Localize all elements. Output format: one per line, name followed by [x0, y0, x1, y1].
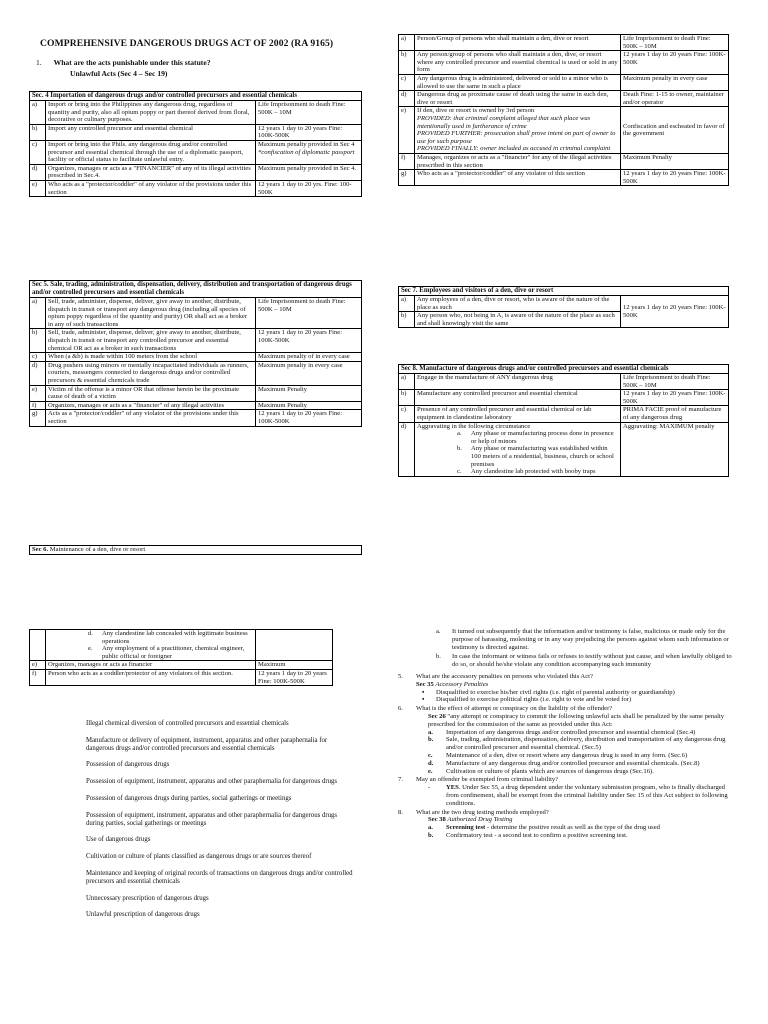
row-letter: b): [399, 51, 415, 75]
table-row: [30, 361, 362, 385]
description-text: Manages, organizes or acts as a "financier" for any of the illegal activities prescribed in this section: [417, 153, 612, 169]
row-penalty: [256, 410, 362, 426]
item-text: In case the informant or witness fails or refuses to testify without just cause, and when lawfully obliged to do so, or should he/she violate any condition accompanying such immunity: [452, 653, 732, 669]
row-penalty: [621, 91, 729, 107]
sub-marker: c.: [457, 468, 462, 476]
table-row: [30, 401, 362, 410]
description-text: Sell, trade, administer, dispense, deliver, give away to another, distribute, dispatch in transit or transport any dangerous drug (including all species of opium poppy regardless of the quantity and purity) OR shall act as a broker in any of such transactions: [48, 298, 248, 328]
row-letter: e): [30, 385, 46, 401]
sub-marker: e.: [88, 645, 93, 653]
penalty-text: 12 years 1 day to 20 years Fine: 100K-500K: [258, 410, 343, 425]
q8-item: a. Screening test - determine the positive result as well as the type of the drug used: [428, 824, 660, 832]
right-column: [398, 628, 736, 840]
q7-answer: - YES. Under Sec 55, a drug dependent under the voluntary submission program, who is finally discharged from confinement, shall be exempt from the criminal liability under Sec 15 of this Act subject to following conditions.: [428, 784, 728, 807]
row-penalty: [621, 374, 729, 390]
row-description: [415, 35, 621, 51]
item-text: Importation of any dangerous drugs and/or controlled precursor and essential chemical (Sec.4): [446, 728, 696, 736]
sub-text: Any phase or manufacturing process done in presence or help of minors: [471, 430, 614, 445]
penalty-text: 12 years 1 day to 20 years Fine: 100K-500K: [623, 51, 726, 66]
sub-text: Any clandestine lab protected with booby traps: [471, 468, 596, 476]
penalty-text: Maximum penalty provided in Sec 4: [258, 140, 355, 148]
row-penalty: [621, 51, 729, 75]
description-text: If den, dive or resort is owned by 3rd person: [417, 107, 535, 115]
table-row: [30, 180, 362, 196]
table-row: [30, 298, 362, 329]
row-penalty: [256, 329, 362, 353]
table-row: [399, 51, 729, 75]
row-penalty: [256, 669, 333, 685]
row-description: [415, 406, 621, 422]
row-description: [46, 298, 256, 329]
table-row: [399, 35, 729, 51]
list-item: [422, 696, 736, 704]
description-text: Import or bring into the Philippines any dangerous drug, regardless of quantity and purity, also all opium poppy or part thereof derived from floral, decorative or culinary purposes.: [48, 101, 250, 124]
list-item: [428, 736, 736, 752]
sub-item: [48, 645, 253, 660]
row-description: [46, 101, 256, 125]
table-row: [399, 91, 729, 107]
sub-text: Any phase or manufacturing was established within 100 meters of a residential, business, church or school premises: [471, 445, 614, 468]
penalty-text: Aggravating: MAXIMUM penalty: [623, 422, 715, 430]
list-item: Possession of equipment, instrument, apparatus and other paraphernalia for dangerous drugs during parties, social gatherings or meetings: [86, 811, 338, 827]
question-number: 6.: [398, 705, 403, 713]
list-item: [428, 768, 736, 776]
question-1: [36, 58, 211, 67]
row-description: [46, 140, 256, 164]
row-letter: c): [30, 140, 46, 164]
question-number: 8.: [398, 808, 403, 816]
penalty-note: *confiscation of diplomatic passport: [258, 148, 355, 156]
row-letter: a): [399, 296, 415, 312]
row-penalty: [621, 390, 729, 406]
table-row: [399, 153, 729, 169]
sec6-continued-table: [398, 34, 729, 186]
item-text: Disqualified to exercise his/her civil rights (i.e. right of parental authority or guardianship): [436, 688, 675, 696]
sub-text: Any clandestine lab concealed with legitimate business operations: [102, 630, 248, 645]
section-ref: Sec 38: [428, 816, 446, 824]
penalty-text: Life Imprisonment to death Fine: 500K – 10M: [623, 35, 711, 50]
row-letter: b): [399, 312, 415, 328]
description-text: Any person/group of persons who shall maintain a den, dive, or resort where any controlled precursor and essential chemical is used or sold in any form: [417, 51, 618, 74]
list-item: [422, 689, 736, 697]
penalty-text: 12 years 1 day to 20 years Fine: 100K-500K: [258, 329, 343, 344]
sub-item: [417, 468, 618, 476]
penalty-text: Maximum Penalty: [258, 401, 307, 409]
sub-marker: a.: [457, 430, 462, 438]
description-text: Victim of the offense is a minor OR that offense herein be the proximate cause of death of a victim: [48, 385, 240, 401]
row-letter: f): [30, 401, 46, 410]
penalty-text: Maximum Penalty: [623, 153, 672, 161]
q5-items: [422, 689, 736, 705]
q6-items: [428, 729, 736, 776]
item-marker: b.: [428, 736, 434, 744]
row-description: [415, 153, 621, 169]
question-text: What is the effect of attempt or conspiracy on the liability of the offender?: [416, 705, 613, 713]
list-item: Maintenance and keeping of original records of transactions on dangerous drugs and/or controlled precursors and essential chemicals: [86, 869, 353, 885]
proviso: PROVIDED FINALLY: owner included as accused in criminal complaint: [417, 145, 611, 153]
table-row: [399, 390, 729, 406]
q8-item: b. Confirmatory test - a second test to confirm a positive screening test.: [428, 831, 628, 839]
table-row: [30, 140, 362, 164]
description-text: Who acts as a "protector/coddler" of any violator of this section: [417, 170, 585, 178]
row-penalty: [256, 401, 362, 410]
sec4-header: Sec. 4 Importation of dangerous drugs and/or controlled precursors and essential chemicals: [30, 92, 362, 101]
item-text: - determine the positive result as well as the type of the drug used: [485, 824, 660, 832]
item-text: It turned out subsequently that the information and/or testimony is false, malicious or made only for the purpose of harassing, molesting or in any way prejudicing the persons against whom such information or testimony is directed against.: [452, 628, 729, 651]
item-text: Cultivation or culture of plants which are sources of dangerous drugs (Sec.16).: [446, 767, 654, 775]
row-description: [415, 374, 621, 390]
row-penalty: [256, 180, 362, 196]
description-text: When (a &b) is made within 100 meters from the school: [48, 353, 198, 361]
row-letter: g): [399, 170, 415, 186]
row-description: [46, 630, 256, 661]
sec6-header: [30, 546, 362, 555]
question-5: [398, 673, 736, 681]
row-description: [415, 107, 621, 154]
sec6-label: Sec 6.: [32, 546, 49, 553]
list-item: Use of dangerous drugs: [86, 836, 151, 844]
description-text: Engage in the manufacture of ANY dangerous drug: [417, 374, 553, 381]
sub-item: [417, 430, 618, 445]
list-item: Illegal chemical diversion of controlled precursors and essential chemicals: [86, 720, 289, 727]
list-item: Unlawful prescription of dangerous drugs: [86, 911, 200, 919]
penalty-text: Life Imprisonment to death Fine: 500K – 10M: [258, 101, 346, 116]
question-text: May an offender be exempted from criminal liability?: [416, 776, 559, 784]
row-letter: b): [30, 329, 46, 353]
penalty-text: Maximum penalty in every case: [623, 74, 708, 82]
description-text: Manufacture any controlled precursor and essential chemical: [417, 390, 578, 398]
table-row: [399, 406, 729, 422]
list-item: [428, 729, 736, 737]
description-text: Acts as a "protector/coddler" of any violator of the provisions under this section: [48, 410, 239, 425]
item-marker: c.: [428, 751, 433, 759]
section-title: Accessory Penalties: [435, 680, 489, 688]
row-description: [46, 401, 256, 410]
penalty-text: Maximum penalty of in every case: [258, 353, 350, 361]
bullet-icon: ▪: [422, 696, 425, 704]
row-description: [46, 164, 256, 180]
question-6: [398, 705, 736, 713]
row-letter: [30, 630, 46, 661]
row-penalty: [621, 107, 729, 154]
row-letter: e): [30, 661, 46, 670]
row-letter: e): [30, 180, 46, 196]
table-row: [30, 630, 333, 661]
table-row: [30, 669, 333, 685]
table-row: [30, 124, 362, 140]
sec6-table: [29, 545, 362, 555]
list-item: a. It turned out subsequently that the information and/or testimony is false, malicious or made only for the purpose of harassing, molesting or in any way prejudicing the persons against whom such information or testimony is directed against.: [436, 628, 736, 651]
sec8-table: [398, 364, 729, 477]
row-description: Any person who, not being in A, is aware of the nature of the place as such and shall knowingly visit the same: [415, 312, 621, 328]
sub-list: [417, 430, 618, 476]
row-penalty: [256, 140, 362, 164]
description-text: Person who acts as a coddler/protector of any violators of this section.: [48, 669, 233, 677]
row-letter: d): [30, 164, 46, 180]
row-penalty: [256, 385, 362, 401]
item-text: Manufacture of any dangerous drug and/or controlled precursor and essential chemicals. (Sec.8): [446, 759, 700, 767]
row-letter: c): [399, 406, 415, 422]
row-penalty: [621, 153, 729, 169]
row-penalty: [256, 101, 362, 125]
row-description: [46, 124, 256, 140]
description-text: Organizes, manages or acts as financier: [48, 661, 153, 669]
penalty-text: 12 years 1 day to 20 yrs. Fine: 100-500K: [258, 180, 352, 196]
row-penalty: [621, 422, 729, 476]
table-row: [399, 107, 729, 154]
proviso: PROVIDED FURTHER: prosecution shall prove intent on part of owner to use for such purpose: [417, 130, 616, 145]
row-letter: c): [399, 74, 415, 90]
page-title: COMPREHENSIVE DANGEROUS DRUGS ACT OF 2002 (RA 9165): [40, 38, 334, 49]
row-penalty: [621, 35, 729, 51]
row-penalty: [621, 74, 729, 90]
row-letter: f): [399, 153, 415, 169]
row-letter: b): [399, 390, 415, 406]
row-penalty: [256, 353, 362, 362]
list-item: Possession of equipment, instrument, apparatus and other paraphernalia for dangerous drugs: [86, 778, 338, 786]
row-letter: a): [30, 298, 46, 329]
penalty-text: Maximum penalty in every case: [258, 361, 343, 369]
list-item: Manufacture or delivery of equipment, instrument, apparatus and other paraphernalia for dangerous drugs and/or controlled precursors and essential chemicals: [86, 736, 328, 752]
penalty-text: 12 years 1 day to 20 years Fine: 100K-500K: [623, 170, 726, 185]
description-text: Import any controlled precursor and essential chemical: [48, 124, 194, 132]
row-letter: g): [30, 410, 46, 426]
description-text: Person/Group of persons who shall maintain a den, dive or resort: [417, 35, 589, 42]
section-ref: Sec 26: [428, 712, 446, 720]
list-item: Possession of dangerous drugs during parties, social gatherings or meetings: [86, 794, 292, 802]
q8-section: [428, 816, 736, 824]
list-item: Cultivation or culture of plants classified as dangerous drugs or are sources thereof: [86, 853, 312, 861]
row-penalty: [256, 661, 333, 670]
list-item: b. In case the informant or witness fails or refuses to testify without just cause, and when lawfully obliged to do so, or should he/she violate any condition accompanying such immunity: [436, 653, 736, 669]
section-text: "any attempt or conspiracy to commit the following unlawful acts shall be penalized by the same penalty prescribed for the commission of the same as provided under this Act:: [428, 712, 725, 728]
penalty-text: Maximum Penalty: [258, 385, 307, 393]
description-text: Who acts as a "protector/coddler" of any violator of the provisions under this section: [48, 180, 252, 196]
list-item: Unnecessary prescription of dangerous drugs: [86, 894, 209, 902]
item-bold: Screening test: [446, 824, 486, 832]
question-7: [398, 776, 736, 784]
row-description: [415, 170, 621, 186]
penalty-text: Maximum penalty provided in Sec 4.: [258, 164, 357, 172]
sec7-penalty: 12 years 1 day to 20 years Fine: 100K-500K: [621, 296, 729, 328]
answer-yes: YES: [446, 784, 459, 792]
table-row: [30, 385, 362, 401]
section-title: Authorized Drug Testing: [447, 816, 513, 824]
sec4-table: [29, 91, 362, 197]
question-text: What are the acts punishable under this statute?: [53, 58, 211, 67]
question-text: What are the accessory penalties on persons who violated this Act?: [416, 672, 593, 680]
row-description: [415, 390, 621, 406]
question-number: 1.: [36, 58, 42, 67]
row-letter: d): [30, 361, 46, 385]
row-description: [46, 410, 256, 426]
bullet-icon: ▪: [422, 688, 425, 696]
penalty-text: PRIMA FACIE proof of manufacture of any dangerous drug: [623, 406, 722, 421]
sub-item: [417, 445, 618, 468]
sub-text: Any employment of a practitioner, chemical engineer, public official or foreigner: [102, 645, 245, 660]
question-number: 7.: [398, 776, 403, 784]
description-text: Presence of any controlled precursor and essential chemical or lab equipment in clandestine laboratory: [417, 406, 592, 421]
description-text: Sell, trade, administer, dispense, deliver, give away to another, distribute, dispatch in transit or transport any controlled precursor and essential chemical OR act as a broker in such transactions: [48, 329, 241, 352]
row-description: [46, 353, 256, 362]
sec7-table: [398, 286, 729, 328]
row-description: [415, 422, 621, 476]
penalty-text: 12 years 1 day to 20 years Fine: 100K-500K: [258, 669, 327, 685]
row-penalty: [621, 170, 729, 186]
row-letter: c): [30, 353, 46, 362]
description-text: Import or bring into the Phils. any dangerous drug and/or controlled precursor and essential chemical through the use of a diplomatic passport, facility or official status to facilitate unlawful entry.: [48, 140, 244, 164]
unlawful-acts-list: [86, 720, 356, 928]
answer-text: . Under Sec 55, a drug dependent under the voluntary submission program, who is finally discharged from confinement, shall be exempt from the criminal liability under Sec 15 of this Act subject to following conditions.: [446, 784, 728, 807]
table-row: [399, 422, 729, 476]
sec7-header: Sec 7. Employees and visitors of a den, dive or resort: [399, 287, 729, 296]
row-description: [46, 661, 256, 670]
row-letter: a): [399, 35, 415, 51]
sub-marker: d.: [88, 630, 93, 637]
table-row: [399, 74, 729, 90]
list-item: Possession of dangerous drugs: [86, 761, 170, 769]
row-description: Any employees of a den, dive or resort, who is aware of the nature of the place as such: [415, 296, 621, 312]
penalty-text: Life Imprisonment to death Fine: 500K – 10M: [623, 374, 711, 389]
penalty-text: 12 years 1 day to 20 years Fine: 100K-500K: [258, 124, 343, 140]
penalty-text: Life Imprisonment to death Fine: 500K – 10M: [258, 298, 346, 313]
row-penalty: [256, 298, 362, 329]
row-penalty: [256, 124, 362, 140]
item-text: Sale, trading, administration, dispensation, delivery, distribution and transportation of any dangerous drug and/or controlled precursor and essential chemical. (Sec.5): [446, 736, 726, 752]
sec8-continued-table: [29, 629, 333, 686]
question-number: 5.: [398, 672, 403, 680]
q6-text: [428, 713, 736, 729]
table-row: [399, 170, 729, 186]
table-row: [30, 101, 362, 125]
item-text: Maintenance of a den, dive or resort where any dangerous drug is used in any form. (Sec.6): [446, 751, 688, 759]
row-letter: e): [399, 107, 415, 154]
sub-item: [48, 630, 253, 645]
question-text: What are the two drug testing methods employed?: [416, 808, 549, 816]
description-text: Any dangerous drug is administered, delivered or sold to a minor who is allowed to use the same in such a place: [417, 74, 608, 90]
row-description: [415, 74, 621, 90]
row-description: [46, 669, 256, 685]
row-description: [46, 180, 256, 196]
table-row: [399, 374, 729, 390]
table-row: [30, 353, 362, 362]
row-description: [46, 361, 256, 385]
row-penalty: [256, 630, 333, 661]
penalty-text: Maximum: [258, 661, 286, 669]
table-row: [30, 410, 362, 426]
sec8-header: Sec 8. Manufacture of dangerous drugs and/or controlled precursors and essential chemicals: [399, 365, 729, 374]
row-description: [415, 91, 621, 107]
table-row: [30, 329, 362, 353]
item-marker: d.: [428, 759, 434, 767]
item-text: Disqualified to exercise political rights (i.e. right to vote and be voted for): [436, 696, 632, 704]
question-8: [398, 809, 736, 817]
row-description: [415, 51, 621, 75]
description-text: Dangerous drug as proximate cause of death using the same in such den, dive or resort: [417, 91, 609, 106]
sub-marker: b.: [457, 445, 462, 453]
row-letter: a): [30, 101, 46, 125]
sec5-table: [29, 280, 362, 427]
row-letter: b): [30, 124, 46, 140]
row-penalty: [621, 406, 729, 422]
item-marker: e.: [428, 767, 433, 775]
section-ref: Sec 35: [416, 680, 434, 688]
item-marker: a.: [428, 728, 433, 736]
description-text: Drug pushers using minors or mentally incapacitated individuals as runners, couriers, messengers connected to dangerous drugs and/or controlled precursors & essential chemicals trade: [48, 361, 249, 384]
description-text: Aggravating in the following circumstance: [417, 422, 531, 430]
list-item: [428, 752, 736, 760]
sec6-text: Maintenance of a den, dive or resort: [49, 546, 146, 553]
table-row: [30, 661, 333, 670]
proviso: PROVIDED: that criminal complaint alleged that such place was intentionally used in furtherance of crime: [417, 114, 591, 130]
row-penalty: [256, 361, 362, 385]
penalty-text: 12 years 1 day to 20 years Fine: 100K-500K: [623, 390, 726, 405]
question-1-sub: Unlawful Acts (Sec 4 – Sec 19): [70, 69, 168, 78]
row-description: [46, 385, 256, 401]
row-letter: d): [399, 91, 415, 107]
row-description: [46, 329, 256, 353]
penalty-text: Death Fine: 1-15 to owner, maintainer and/or operator: [623, 91, 724, 106]
q5-section: [416, 681, 736, 689]
row-letter: f): [30, 669, 46, 685]
row-penalty: [256, 164, 362, 180]
list-item: [428, 760, 736, 768]
description-text: Organizes, manages or acts as a "financier" of any illegal activities: [48, 401, 225, 409]
penalty-text: Confiscation and escheated in favor of the government: [623, 122, 725, 138]
row-letter: d): [399, 422, 415, 476]
description-text: Organizes, manages or acts as a "FINANCIER" of any of its illegal activities prescribed in Sec.4.: [48, 164, 251, 180]
table-row: [30, 164, 362, 180]
sec5-header: Sec 5. Sale, trading, administration, dispensation, delivery, distribution and transportation of dangerous drugs and/or controlled precursors and essential chemicals: [30, 281, 362, 298]
row-letter: a): [399, 374, 415, 390]
item-text: Confirmatory test - a second test to confirm a positive screening test.: [446, 831, 628, 839]
sub-list: [48, 630, 253, 660]
